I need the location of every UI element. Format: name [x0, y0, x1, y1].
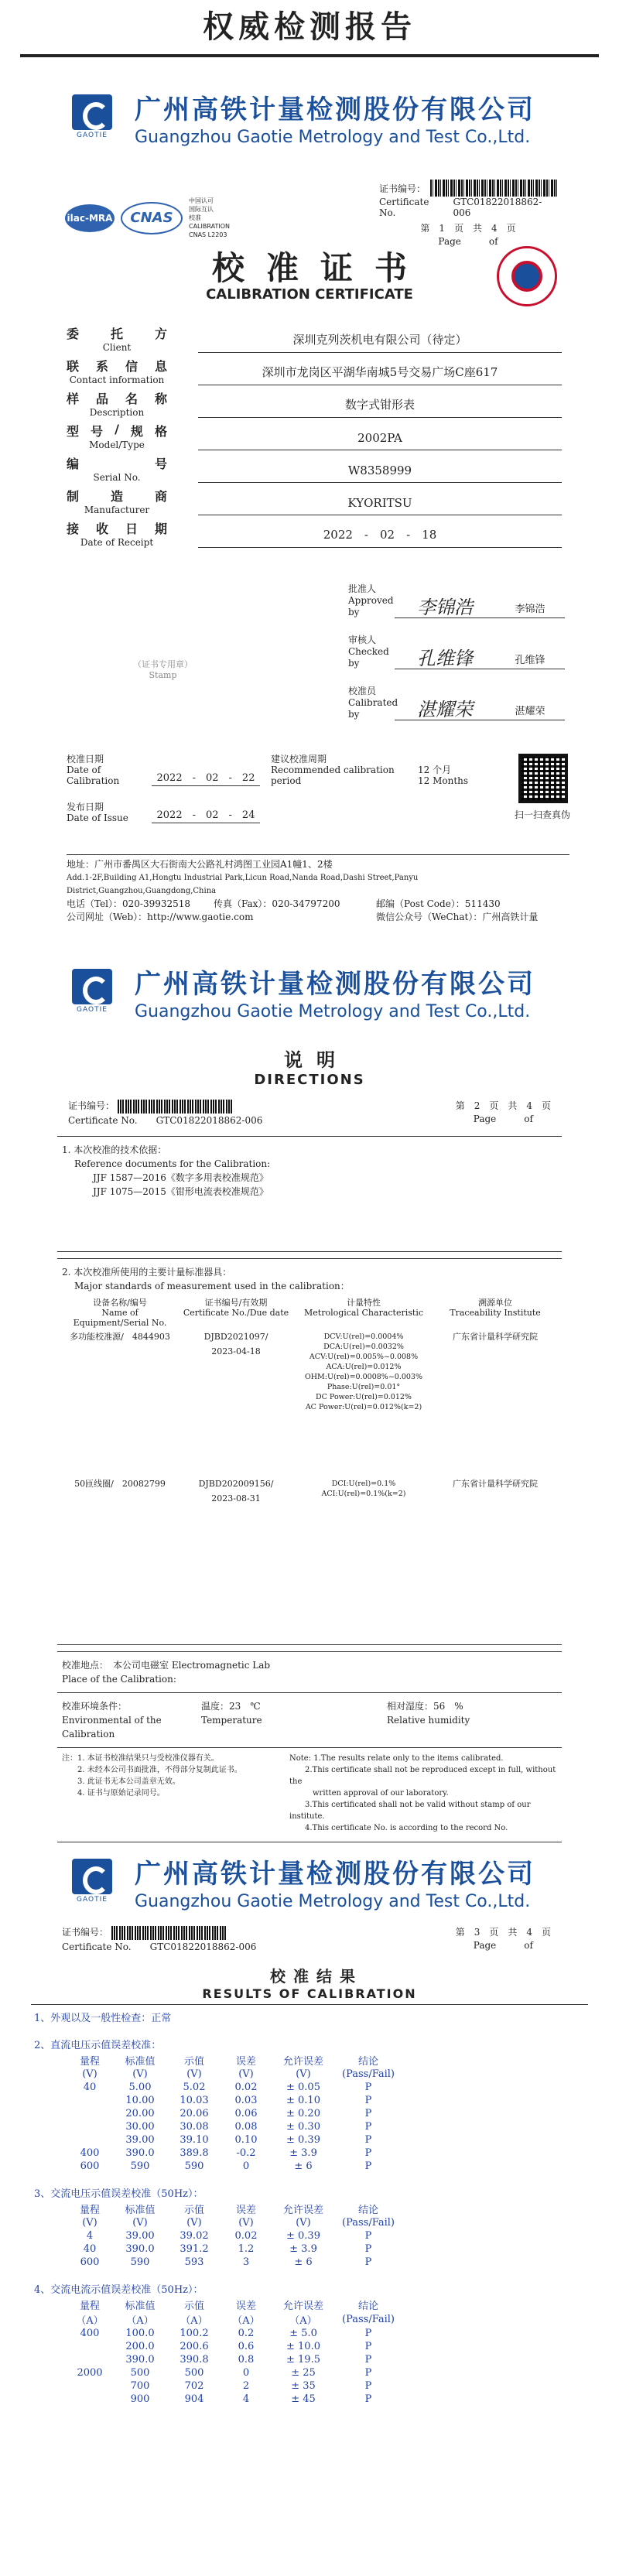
calibrator-signature: 湛耀荣 [395, 694, 495, 720]
info-row [67, 353, 562, 385]
column-unit: （A） [180, 2314, 208, 2327]
column-unit: (V) [238, 2068, 254, 2080]
column-header: 允许误差 [282, 2055, 323, 2068]
qr-caption: 扫一扫查真伪 [514, 809, 570, 820]
info-value: 深圳克列茨机电有限公司（待定） [198, 331, 562, 353]
table-row: 30.00 30.08 0.08 ± 0.30 P [125, 2120, 372, 2133]
info-label-en: Date of Receipt [80, 537, 154, 548]
gaotie-logo-icon [72, 1859, 112, 1894]
column-unit: (V) [132, 2216, 148, 2229]
company-header [0, 57, 619, 147]
info-row [67, 418, 562, 450]
table-row: 700 702 2 ± 35 P [130, 2379, 372, 2392]
table-row: 2000 500 500 0 ± 25 P [77, 2366, 372, 2379]
column-unit: （A） [126, 2314, 154, 2327]
info-row [67, 320, 562, 353]
page-number-2: 第 2 页 共 4 页 [455, 1100, 551, 1111]
company-header-3: GAOTIE 广州高铁计量检测股份有限公司 Guangzhou Gaotie Metrology and Test Co.,Ltd. [0, 1845, 619, 1911]
info-value: 2002PA [198, 431, 562, 450]
approver-name: 李锦浩 [495, 600, 565, 618]
column-header: 结论 [357, 2204, 378, 2216]
info-value: 深圳市龙岗区平湖华南城5号交易广场C座617 [198, 364, 562, 385]
result-item-3: 3、交流电压示值误差校准（50Hz）： [34, 2188, 203, 2200]
cert-label-cn: 证书编号： [379, 183, 426, 194]
column-header: 示值 [183, 2300, 204, 2312]
table-row: 40 5.00 5.02 0.02 ± 0.05 P [83, 2081, 372, 2093]
title-cn: 校准证书 [211, 249, 429, 287]
cert-number-2: GTC01822018862-006 [156, 1114, 263, 1126]
company-logo-3: GAOTIE [70, 1859, 115, 1905]
gaotie-logo-icon [72, 969, 112, 1004]
recommended-period: 12 个月 [418, 765, 452, 775]
column-unit: (V) [132, 2068, 148, 2080]
info-label-cn: 编 号 [67, 457, 167, 471]
approver-signature: 李锦浩 [395, 592, 495, 618]
cert-label-en: Certificate No. [379, 197, 429, 218]
column-unit: (V) [82, 2068, 97, 2080]
cnas-text: 中国认可 国际互认 校准 CALIBRATION CNAS L2203 [189, 197, 230, 238]
table-row: 20.00 20.06 0.06 ± 0.20 P [125, 2107, 372, 2119]
table-row: 400 390.0 389.8 -0.2 ± 3.9 P [80, 2147, 372, 2159]
table-row: 400 100.0 100.2 0.2 ± 5.0 P [80, 2327, 372, 2339]
column-unit: (Pass/Fail) [342, 2313, 395, 2325]
barcode-icon [111, 1926, 227, 1940]
info-value: W8358999 [198, 464, 562, 483]
fax: 传真（Fax）：020-34797200 [214, 898, 340, 909]
logo-caption: GAOTIE [77, 132, 108, 139]
note-en: written approval of our laboratory. [289, 1788, 449, 1798]
info-label-cn: 样 品 名 称 [67, 392, 167, 406]
company-logo-2: GAOTIE [70, 969, 115, 1015]
info-label-en: Contact information [69, 375, 165, 385]
temperature-value: 23 ℃ [229, 1700, 261, 1712]
basis-doc-2: JJF 1075—2015《钳形电流表校准规范》 [93, 1185, 268, 1197]
column-header: 标准值 [125, 2204, 156, 2216]
info-row [67, 385, 562, 418]
table-row: 40 390.0 391.2 1.2 ± 3.9 P [83, 2242, 372, 2255]
ilac-mra-logo: ilac-MRA [65, 204, 115, 232]
gt-seal-icon [497, 246, 557, 306]
checker-signature: 孔维锋 [395, 643, 495, 669]
info-label-cn: 制 造 商 [67, 489, 167, 504]
column-unit: （A） [76, 2314, 104, 2327]
humidity-value: 56 % [433, 1700, 463, 1712]
note-cn: 2. 未经本公司书面批准，不得部分复制此证书。 [62, 1765, 242, 1774]
title-en: CALIBRATION CERTIFICATE [206, 286, 413, 303]
column-header: 结论 [357, 2300, 378, 2312]
cnas-logo: CNAS [121, 202, 183, 234]
table-row: 600 590 590 0 ± 6 P [80, 2160, 372, 2172]
address-en: Add.1-2F,Building A1,Hongtu Industrial Park,Licun Road,Nanda Road,Dashi Street,Panyu District,Guangzhou,Guangdong,China [67, 874, 419, 895]
note-cn: 4. 证书与原始记录同号。 [62, 1788, 165, 1798]
accreditation-marks [65, 197, 230, 239]
directions-title: 说明 DIRECTIONS [254, 1049, 365, 1088]
signature-area [0, 568, 619, 723]
client-info-table [67, 320, 562, 548]
table-row: 多功能校准源/ 4844903 DJBD2021097/ 2023-04-18 DCV:U(rel)=0.0004% DCA:U(rel)=0.0032% ACV:U(rel)=0.005%~0.008% ACA:U(rel)=0.012% OHM:U(rel)=0.0008%~0.003% Phase:U(rel)=0.01° DC Power:U(rel)=0.012% AC Power:U(rel)=0.012%(k=2) 广东省计量科学研究院 [70, 1331, 538, 1411]
cert-number-block-2: 证书编号： Certificate No. GTC01822018862-006 第 2 页 共 4 页 Page of [68, 1100, 551, 1126]
column-header: 量程 [79, 2300, 100, 2312]
certificate-number-block [379, 180, 557, 248]
result-item-4: 4、交流电流示值误差校准（50Hz）： [34, 2284, 203, 2296]
calibrator-name: 湛耀荣 [495, 703, 565, 720]
info-label-en: Description [89, 407, 145, 418]
column-unit: (Pass/Fail) [342, 2068, 395, 2080]
cert-number-block-3: 证书编号： Certificate No. GTC01822018862-006 第 3 页 共 4 页 Page of [62, 1927, 551, 1952]
page-number-en: Page of [438, 236, 498, 247]
calibration-date-row: 校准日期 Date of Calibration 2022 - 02 - 22 建议校准周期 Recommended calibration period 12 个月 12 Months [67, 754, 577, 786]
address-cn: 地址：广州市番禺区大石街南大公路礼村鸿图工业园A1幢1、2楼 [67, 859, 333, 870]
table-row: 390.0 390.8 0.8 ± 19.5 P [125, 2353, 372, 2366]
info-label-cn: 型 号 / 规 格 [67, 422, 167, 439]
page-3 [0, 1845, 619, 2406]
gaotie-logo-icon [72, 94, 112, 130]
column-header: 允许误差 [282, 2300, 323, 2312]
note-en: Note: 1.The results relate only to the items calibrated. [289, 1753, 504, 1763]
column-header: 结论 [357, 2055, 378, 2068]
page-2 [0, 947, 619, 1845]
table-row: 50匝线圈/ 20082799 DJBD202009156/ 2023-08-31 DCI:U(rel)=0.1% ACI:U(rel)=0.1%(k=2) 广东省计量科学研究院 [74, 1478, 538, 1504]
notes [57, 1748, 562, 1842]
post-code: 邮编（Post Code）：511430 [376, 898, 501, 909]
column-unit: (V) [186, 2216, 202, 2229]
results-title: 校准结果 RESULTS OF CALIBRATION [0, 1964, 619, 2005]
results-body [0, 2010, 619, 2406]
table-row: 600 590 593 3 ± 6 P [80, 2256, 372, 2268]
column-header: 标准值 [125, 2300, 156, 2312]
column-header: 量程 [79, 2055, 100, 2068]
column-unit: (Pass/Fail) [342, 2216, 395, 2229]
info-label-cn: 委 托 方 [67, 327, 167, 341]
column-unit: (V) [238, 2216, 254, 2229]
column-header: 误差 [235, 2204, 256, 2216]
info-value: KYORITSU [198, 496, 562, 515]
info-value: 2022 - 02 - 18 [198, 526, 562, 548]
note-en: 2.This certificate shall not be reproduced except in full, without the [289, 1765, 556, 1786]
info-label-en: Client [102, 342, 132, 353]
result-item-1: 1、外观以及一般性检查：正常 [34, 2012, 172, 2024]
acv-table [67, 2201, 401, 2269]
note-cn: 注：1. 本证书校准结果只与受校准仪器有关。 [62, 1753, 219, 1763]
info-label-cn: 联 系 信 息 [67, 359, 167, 374]
column-header: 量程 [79, 2204, 100, 2216]
calibration-place: 校准地点： 本公司电磁室 Electromagnetic Lab Place of the Calibration: [57, 1651, 562, 1693]
info-row [67, 483, 562, 515]
environment-conditions: 校准环境条件： Environmental of the Calibration 温度：23 ℃ Temperature 相对湿度：56 % Relative humidity [57, 1693, 562, 1748]
aca-table [67, 2297, 401, 2406]
calibrator-row: 校准员 Calibrated by 湛耀荣 湛耀荣 [348, 686, 565, 720]
issue-date-row: 发布日期 Date of Issue 2022 - 02 - 24 [67, 802, 577, 823]
column-unit: (V) [82, 2216, 97, 2229]
page-number: 第 1 页 共 4 页 [420, 223, 516, 234]
standards-table: 设备名称/编号 Name of Equipment/Serial No. 证书编号/有效期 Certificate No./Due date 计量特性 Metrological Characteristic 溯源单位 Traceability Institute 多功能校准源/ 4844903 DJBD2021097/ 2023-04-18 DCV:U(rel)=0.0004% DCA:U(rel)=0.0032% ACV:U(rel)=0.005%~0.008% ACA:U(rel)=0.012% OHM:U(rel)=0.0008%~0.003% Phase:U(rel)=0.01° DC Power:U(rel)=0.012% AC Power:U(rel)=0.012%(k=2) 广东省计量科学研究院 50匝线圈/ 20082799 DJBD202009156/ 2023-08-31 DCI:U(rel)=0.1% ACI:U(rel)=0.1%(k=2) 广东省计量科学研究院 [62, 1296, 557, 1523]
calibration-date: 2022 - 02 - 22 [152, 769, 260, 786]
table-row: 900 904 4 ± 45 P [130, 2393, 372, 2405]
column-header: 误差 [235, 2300, 256, 2312]
table-row: 39.00 39.10 0.10 ± 0.39 P [125, 2133, 372, 2146]
wechat: 微信公众号（WeChat）：广州高铁计量 [376, 912, 539, 922]
qr-code-icon[interactable] [518, 754, 568, 803]
info-label-en: Model/Type [89, 440, 145, 450]
stamp-note: （证书专用章） Stamp [133, 659, 193, 680]
column-header: 标准值 [125, 2055, 156, 2068]
company-name-cn: 广州高铁计量检测股份有限公司 [135, 94, 535, 125]
note-en: 4.This certificate No. is according to the record No. [289, 1823, 508, 1832]
top-title: 权威检测报告 [203, 9, 416, 45]
column-header: 示值 [183, 2204, 204, 2216]
company-header-2: GAOTIE 广州高铁计量检测股份有限公司 Guangzhou Gaotie Metrology and Test Co.,Ltd. [0, 947, 619, 1021]
company-contact [67, 854, 569, 924]
table-row: 200.0 200.6 0.6 ± 10.0 P [125, 2340, 372, 2352]
note-en: 3.This certificated shall not be valid without stamp of our institute. [289, 1800, 531, 1821]
column-unit: (V) [296, 2216, 311, 2229]
page-1 [0, 57, 619, 947]
dates-area [67, 754, 577, 834]
tel: 电话（Tel）：020-39932518 [67, 898, 191, 909]
cert-number-3: GTC01822018862-006 [149, 1941, 257, 1952]
info-label-cn: 接 收 日 期 [67, 522, 167, 536]
company-logo [70, 94, 115, 141]
table-row: 10.00 10.03 0.03 ± 0.10 P [125, 2094, 372, 2106]
column-header: 允许误差 [282, 2204, 323, 2216]
column-unit: （A） [289, 2314, 317, 2327]
barcode-icon [118, 1100, 234, 1114]
table-row: 4 39.00 39.02 0.02 ± 0.39 P [86, 2229, 372, 2242]
website-link[interactable]: 公司网址（Web）：http://www.gaotie.com [67, 912, 254, 922]
checker-name: 孔维锋 [495, 652, 565, 669]
note-cn: 3. 此证书无本公司盖章无效。 [62, 1777, 180, 1786]
basis-doc-1: JJF 1587—2016《数字多用表校准规范》 [93, 1172, 268, 1183]
page-number-3: 第 3 页 共 4 页 [455, 1927, 551, 1938]
cert-number: GTC01822018862-006 [453, 197, 542, 218]
column-unit: (V) [296, 2068, 311, 2080]
issue-date: 2022 - 02 - 24 [152, 806, 260, 823]
standards-section: 2. 本次校准所使用的主要计量标准器具： Major standards of measurement used in the calibration： 设备名称/编号 Name of Equipment/Serial No. 证书编号/有效期 Certificate No./Due date 计量特性 Metrological Characteristic 溯源单位 Traceability Institute 多功能校准源/ 4844903 DJBD2021097/ 2023-04-18 DCV:U(rel)=0.0004% DCA:U(rel)=0.0032% ACV:U(rel)=0.005%~0.008% ACA:U(rel)=0.012% OHM:U(rel)=0.0008%~0.003% Phase:U(rel)=0.01° DC Power:U(rel)=0.012% AC Power:U(rel)=0.012%(k=2) 广东省计量科学研究院 50匝线圈/ 20082799 DJBD202009156/ 2023-08-31 DCI:U(rel)=0.1% ACI:U(rel)=0.1%(k=2) 广东省计量科学研究院 [57, 1258, 562, 1645]
info-label-en: Manufacturer [84, 505, 150, 515]
result-item-2: 2、直流电压示值误差校准： [34, 2039, 162, 2051]
info-row [67, 515, 562, 548]
column-unit: （A） [232, 2314, 260, 2327]
info-value: 数字式钳形表 [198, 396, 562, 418]
info-row [67, 450, 562, 483]
barcode-icon [430, 180, 557, 197]
column-header: 误差 [235, 2055, 256, 2068]
column-unit: (V) [186, 2068, 202, 2080]
company-name-en: Guangzhou Gaotie Metrology and Test Co.,Ltd. [135, 128, 531, 147]
approver-row: 批准人 Approved by 李锦浩 李锦浩 [348, 583, 565, 618]
technical-basis: 1. 本次校准的技术依据： Reference documents for the Calibration: JJF 1587—2016《数字多用表校准规范》 JJF 1075—2015《钳形电流表校准规范》 [57, 1136, 562, 1252]
info-label-en: Serial No. [93, 472, 141, 483]
checker-row: 审核人 Checked by 孔维锋 孔维锋 [348, 635, 565, 669]
column-header: 示值 [183, 2055, 204, 2068]
dcv-table [67, 2053, 401, 2173]
